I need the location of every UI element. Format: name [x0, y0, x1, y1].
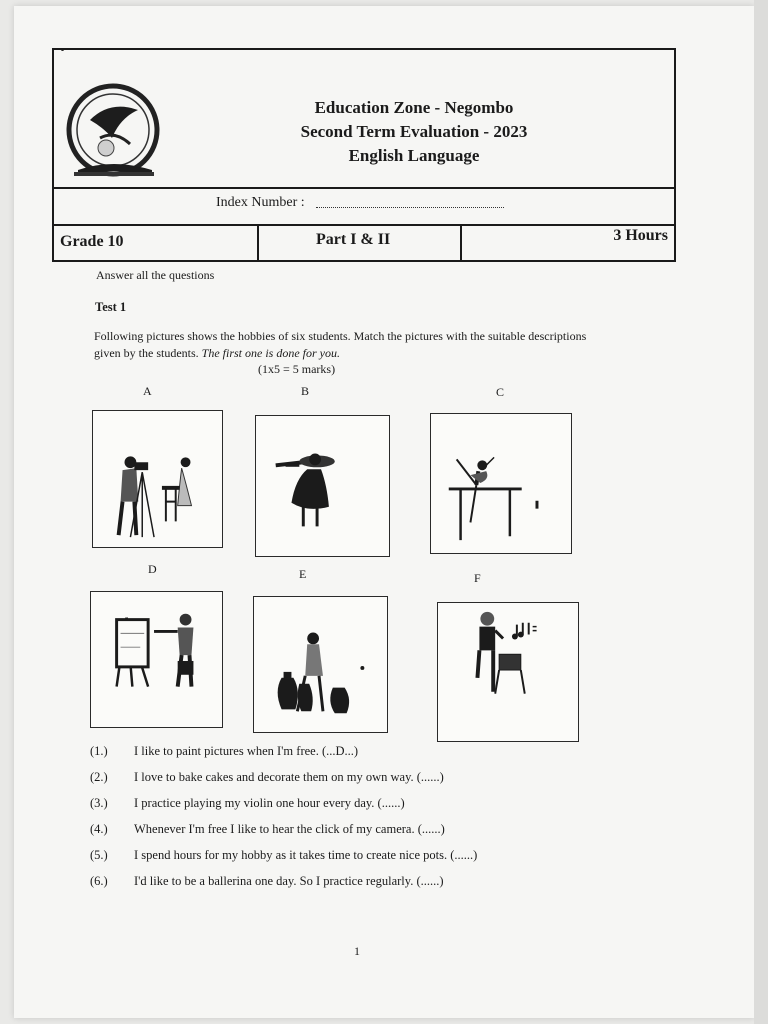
grade-cell [54, 225, 259, 262]
ballerina-icon [431, 414, 571, 553]
picture-b [255, 415, 390, 557]
subject-title: English Language [348, 146, 480, 165]
question-2-number: (2.) [90, 770, 108, 784]
part-text: Part I & II [316, 231, 391, 248]
education-zone-logo-icon [60, 80, 166, 186]
exam-title-block [214, 96, 614, 168]
photographer-icon [93, 411, 222, 547]
duration-cell [462, 225, 674, 262]
question-4-text: Whenever I'm free I like to hear the click of my camera. (......) [134, 822, 445, 836]
potter-icon [254, 597, 387, 732]
question-1 [90, 744, 358, 759]
picture-label-b: B [301, 384, 310, 398]
violinist-icon [438, 603, 578, 741]
picture-d [90, 591, 223, 728]
question-1-text: I like to paint pictures when I'm free. (...D...) [134, 744, 359, 758]
question-4-number: (4.) [90, 822, 108, 836]
marks-allocation: (1x5 = 5 marks) [258, 362, 336, 376]
picture-a [92, 410, 223, 548]
test-1-title: Test 1 [95, 300, 127, 314]
question-3 [90, 796, 405, 811]
question-5-number: (5.) [90, 848, 108, 862]
evaluation-title: Second Term Evaluation - 2023 [300, 122, 528, 141]
question-2-text: I love to bake cakes and decorate them on my own way. (......) [134, 770, 444, 784]
index-number-row [54, 187, 674, 226]
question-5-text: I spend hours for my hobby as it takes time to create nice pots. (......) [134, 848, 478, 862]
picture-e [253, 596, 388, 733]
question-6-number: (6.) [90, 874, 108, 888]
grade-text: Grade 10 [60, 233, 124, 250]
general-instruction: Answer all the questions [96, 268, 215, 282]
description-example-note: The first one is done for you. [201, 346, 340, 360]
picture-label-d: D [148, 562, 157, 576]
painter-icon [91, 592, 222, 727]
question-6-text: I'd like to be a ballerina one day. So I practice regularly. (......) [134, 874, 444, 888]
description-main-text: Following pictures shows the hobbies of six students. Match the pictures with the suitable descriptions given by the students. [94, 329, 587, 360]
exam-header-box [52, 48, 676, 262]
question-6 [90, 874, 444, 889]
page-number: 1 [354, 944, 360, 958]
grade-info-row [54, 225, 674, 262]
picture-label-f: F [474, 571, 481, 585]
duration-text: 3 Hours [613, 227, 668, 244]
question-3-text: I practice playing my violin one hour every day. (......) [134, 796, 405, 810]
question-4 [90, 822, 445, 837]
question-3-number: (3.) [90, 796, 108, 810]
test-1-description [94, 328, 614, 362]
question-5 [90, 848, 477, 863]
part-cell [259, 225, 462, 262]
zone-title: Education Zone - Negombo [314, 98, 514, 117]
picture-f [437, 602, 579, 742]
index-number-label: Index Number : [216, 195, 305, 210]
question-1-number: (1.) [90, 744, 108, 758]
question-2 [90, 770, 444, 785]
picture-label-c: C [496, 385, 505, 399]
picture-label-a: A [143, 384, 152, 398]
baker-icon [256, 416, 389, 556]
picture-label-e: E [299, 567, 307, 581]
picture-c [430, 413, 572, 554]
background-edge [754, 0, 768, 1024]
header-title-area [54, 50, 674, 189]
index-number-field[interactable] [316, 201, 504, 208]
